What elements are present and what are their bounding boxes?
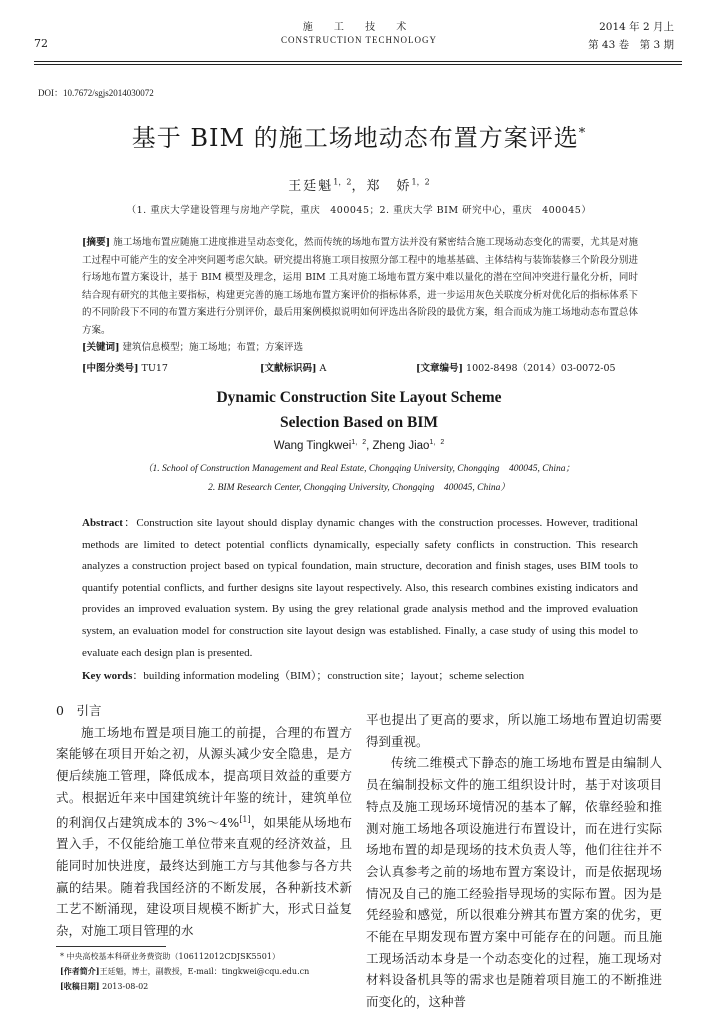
author-affil-mark: 1，2 — [411, 177, 430, 187]
keywords-en — [82, 667, 638, 683]
affiliation-en-line1: （1. School of Construction Management and Real Estate, Chongqing University, Chongqing 400045, China； — [143, 464, 575, 474]
section-heading: 0 引言 — [56, 703, 102, 718]
footnote-received-label: [收稿日期] — [60, 981, 100, 991]
journal-name-cn: 施 工 技 术 — [302, 22, 416, 33]
keywords-en-text: ：building information modeling（BIM）；construction site；layout；scheme selection — [132, 670, 525, 682]
footnote-received-date: 2013-08-02 — [102, 982, 149, 991]
authors: 王廷魁$^{1,2}$，郑 娇$^{1,2}$ — [288, 177, 430, 194]
paper-title — [0, 118, 718, 153]
keywords-cn-text: 建筑信息模型；施工场地；布置；方案评选 — [122, 342, 304, 353]
body-paragraph: 平也提出了更高的要求，所以施工场地布置迫切需要得到重视。 — [366, 712, 662, 749]
clc-number — [82, 360, 168, 374]
paper-title-text: 基于 BIM 的施工场地动态布置方案评选 — [131, 124, 579, 152]
volume-issue: 第 43 卷 第 3 期 — [588, 39, 674, 51]
keywords-cn-label: [关键词] — [82, 342, 120, 353]
author-name-en: Wang Tingkwei — [273, 439, 352, 452]
author-name: 郑 娇 — [366, 179, 412, 194]
author-affil-mark-en: 1，2 — [429, 439, 445, 446]
abstract-cn-text: 施工场地布置应随施工进度推进呈动态变化，然而传统的场地布置方法并没有紧密结合施工现场动态变化的需要，尤其是对施工过程中可能产生的安全冲突问题考虑欠缺。研究提出将施工项目按照分部工程中的地基基础、主体结构与装饰装修三个阶段分别进行场地布置方案设计，基于 BIM 模型及理念，运用 BIM 工具对施工场地布置方案中难以量化的潜在空间冲突进行量化分析，同时结合现有研究的其他主要指标，构建更完善的施工场地布置方案评价的指标体系，进一步运用灰色关联度分析对优化后的指标体系下的不同阶段下不同的布置方案进行分别评价，最后用案例模拟说明如何评选出各阶段的最优方案，组合而成为施工场地动态布置总体方案。 — [82, 237, 638, 336]
abstract-cn — [82, 234, 638, 357]
issue-info — [588, 18, 674, 54]
abstract-cn-label: [摘要] — [82, 237, 111, 248]
body-paragraph — [56, 722, 352, 942]
abstract-en-text: ：Construction site layout should display dynamic changes with the construction processes. However, traditional methods are limited to detect potential conflicts dynamically, especially safety conflicts in construction. This research analyzes a construction project based on typical foundation, main structure, decoration and finish stages, uses BIM tools to quantify potential conflicts, and further designs site layout respectively. Also, this research combines existing indicators and provides an improved evaluation system. By using the grey relational grade analysis method and the improved evaluation system, an evaluation model for construction site layout design was established. Finally, a case study of using this model to evaluate each design plan is presented. — [82, 517, 638, 659]
header-rule — [34, 61, 682, 62]
doc-label: [文献标识码] — [260, 363, 317, 374]
footnote-author — [60, 964, 360, 979]
paper-title-en-line2: Selection Based on BIM — [279, 414, 439, 431]
body-right-column — [366, 709, 662, 1013]
clc-label: [中图分类号] — [82, 363, 139, 374]
abstract-en-label: Abstract — [82, 517, 123, 529]
footnote-author-label: [作者简介] — [60, 966, 100, 976]
paper-title-en — [0, 385, 718, 435]
keywords-en-label: Key words — [82, 670, 133, 682]
title-footnote-mark: * — [578, 126, 587, 141]
clc-value: TU17 — [141, 363, 168, 374]
author-name-en: Zheng Jiao — [372, 439, 430, 452]
document-code — [260, 360, 326, 374]
article-number — [416, 360, 616, 374]
author-affil-mark: 1，2 — [333, 177, 352, 187]
abstract-en — [82, 513, 638, 664]
footnotes — [60, 950, 360, 994]
citation-mark: [1] — [239, 814, 251, 824]
journal-name-en: CONSTRUCTION TECHNOLOGY — [280, 35, 438, 45]
page-number: 72 — [34, 37, 48, 50]
doi: DOI：10.7672/sgjs2014030072 — [38, 88, 154, 98]
issue-date: 2014 年 2 月上 — [599, 21, 674, 33]
paper-title-en-line1: Dynamic Construction Site Layout Scheme — [216, 389, 502, 406]
footnote-fund: * 中央高校基本科研业务费资助（106112012CDJSK5501） — [60, 952, 280, 961]
author-name: 王廷魁 — [288, 179, 334, 194]
footnote-author-text: 王廷魁，博士，副教授，E-mail：tingkwei@cqu.edu.cn — [99, 967, 310, 976]
affiliation-en-line2: 2. BIM Research Center, Chongqing University, Chongqing 400045, China） — [208, 483, 510, 493]
article-label: [文章编号] — [416, 363, 463, 374]
footnote-rule — [56, 946, 166, 947]
doc-value: A — [319, 363, 327, 374]
header-rule-thin — [34, 64, 682, 65]
authors-en: Wang Tingkwei$^{1,2}$, Zheng Jiao$^{1,2}$ — [273, 439, 445, 452]
affiliation-en — [0, 460, 718, 498]
body-text: ，如果能从场地布置入手，不仅能给施工单位带来直观的经济效益，且能同时加快进度，最终达到施工方与其他参与各方共赢的结果。随着我国经济的不断发展，各种新技术新工艺不断涌现，建设项目规模不断扩大，形式日益复杂，对施工项目管理的水 — [56, 814, 352, 939]
body-paragraph: 传统二维模式下静态的施工场地布置是由编制人员在编制投标文件的施工组织设计时，基于对该项目特点及施工现场环境情况的基本了解，依靠经验和推测对施工场地各项设施进行布置设计，而在进行实际场地布置的却是现场的技术负责人等，他们往往并不会认真参考之前的场地布置方案设计，而是依据现场情况及自己的施工经验指导现场的实际布置。因为是凭经验和感觉，所以很难分辨其布置方案的优劣，更不能在早期发现布置方案中可能存在的问题。而且施工现场活动本身是一个动态变化的过程，施工现场对材料设备机具等的需求也是随着项目施工的不断推进而变化的，这种普 — [366, 755, 662, 1010]
footnote-received — [60, 979, 360, 994]
body-left-column — [56, 700, 352, 942]
author-affil-mark-en: 1，2 — [351, 439, 367, 446]
body-text: 施工场地布置是项目施工的前提，合理的布置方案能够在项目开始之初，从源头减少安全隐患，是方便后续施工管理，降低成本，提高项目效益的重要方式。根据近年来中国建筑统计年鉴的统计，建筑单位的利润仅占建筑成本的 3%～4% — [56, 724, 352, 830]
affiliation: （1. 重庆大学建设管理与房地产学院，重庆 400045；2. 重庆大学 BIM 研究中心，重庆 400045） — [126, 205, 592, 216]
article-value: 1002-8498（2014）03-0072-05 — [466, 363, 616, 374]
